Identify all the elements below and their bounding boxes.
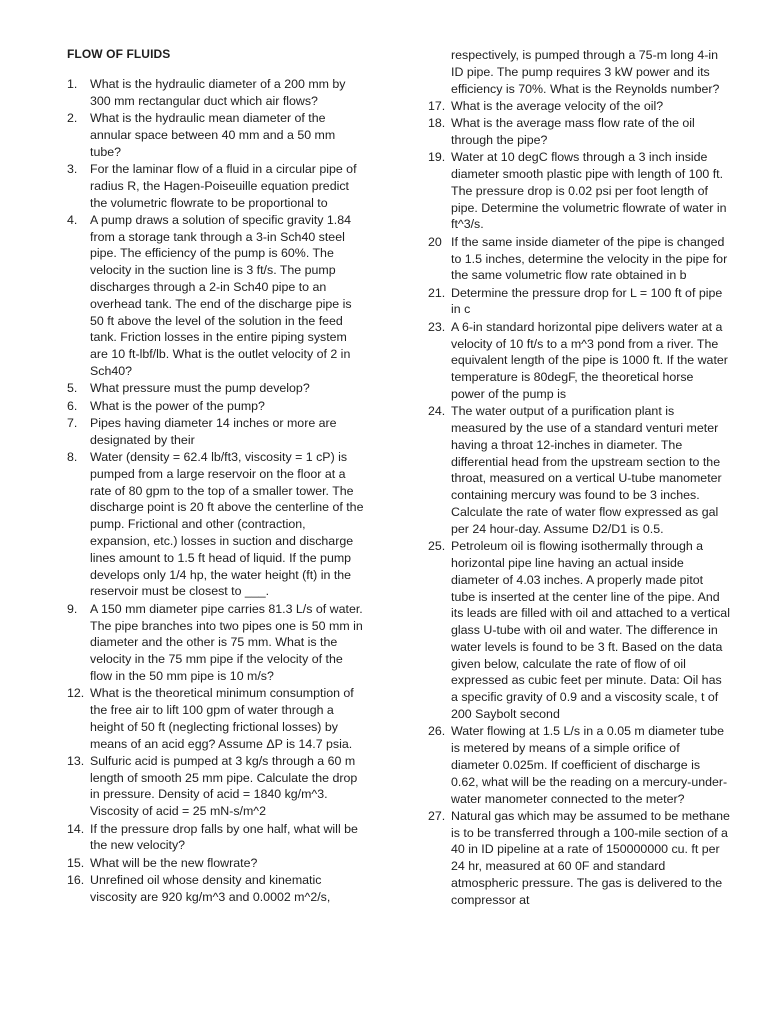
question-item — [67, 821, 367, 855]
question-text: What is the hydraulic diameter of a 200 mm by 300 mm rectangular duct which air flows? — [90, 77, 346, 108]
question-number: 23. — [428, 319, 446, 334]
question-text: What is the theoretical minimum consumption of the free air to lift 100 gpm of water through a height of 50 ft (neglecting frictional losses) by means of an acid egg? Assume ΔP is 14.7 psia. — [90, 686, 354, 751]
question-text: What pressure must the pump develop? — [90, 381, 310, 396]
question-number: 8. — [67, 450, 78, 465]
question-text: Water flowing at 1.5 L/s in a 0.05 m diameter tube is metered by means of a simple orifice of diameter 0.025m. If coefficient of discharge is 0.62, what will be the reading on a mercury-under-water manometer connected to the meter? — [451, 724, 728, 806]
question-item — [428, 319, 730, 403]
question-text: What is the power of the pump? — [90, 398, 265, 413]
right-column — [428, 47, 730, 909]
question-text: Water (density = 62.4 lb/ft3, viscosity = 1 cP) is pumped from a large reservoir on the floor at a rate of 80 gpm to the top of a smaller tower. The discharge point is 20 ft above the centerline of the pump. Frictional and other (contraction, expansion, etc.) losses in suction and discharge lines amount to 1.5 ft head of liquid. If the pump develops only 1/4 hp, the water height (ft) in the reservoir must be closest to ___. — [90, 450, 364, 599]
page-title: FLOW OF FLUIDS — [67, 47, 171, 61]
question-item — [67, 449, 367, 600]
question-item — [67, 212, 367, 380]
question-text: The water output of a purification plant is measured by the use of a standard venturi meter having a throat 12-inches in diameter. The differential head from the upstream section to the throat, measured on a vertical U-tube manometer containing mercury was found to be 3 inches. Calculate the rate of water flow expressed as gal per 24 hour-day. Assume D2/D1 is 0.5. — [451, 404, 722, 536]
question-item — [67, 380, 367, 397]
question-number: 5. — [67, 381, 78, 396]
question-text: A 6-in standard horizontal pipe delivers water at a velocity of 10 ft/s to a m^3 pond from a river. The equivalent length of the pipe is 1000 ft. If the water temperature is 80degF, the theoretical horse power of the pump is — [451, 319, 728, 401]
question-item — [428, 808, 730, 909]
question-number: 14. — [67, 821, 85, 836]
question-number: 17. — [428, 98, 446, 113]
question-text: A pump draws a solution of specific gravity 1.84 from a storage tank through a 3-in Sch40 steel pipe. The efficiency of the pump is 60%. The velocity in the suction line is 3 ft/s. The pump discharges through a 2-in Sch40 pipe to an overhead tank. The end of the discharge pipe is 50 ft above the level of the solution in the feed tank. Friction losses in the entire piping system are 10 ft-lbf/lb. What is the outlet velocity of 2 in Sch40? — [90, 212, 352, 379]
question-text: Determine the pressure drop for L = 100 ft of pipe in c — [451, 285, 723, 317]
question-item — [67, 161, 367, 211]
question-text: If the same inside diameter of the pipe is changed to 1.5 inches, determine the velocity in the pipe for the same volumetric flow rate obtained in b — [451, 234, 728, 283]
question-item — [67, 753, 367, 820]
question-text: What is the average mass flow rate of the oil through the pipe? — [451, 116, 695, 147]
question-item — [428, 403, 730, 537]
question-number: 6. — [67, 398, 78, 413]
question-number: 20 — [428, 234, 442, 249]
question-item — [67, 398, 367, 415]
question-number: 25. — [428, 539, 446, 554]
question-item — [67, 76, 367, 110]
question-number: 27. — [428, 808, 446, 823]
question-item — [67, 110, 367, 160]
question-text: A 150 mm diameter pipe carries 81.3 L/s of water. The pipe branches into two pipes one is 50 mm in diameter and the other is 75 mm. What is the velocity in the 75 mm pipe if the velocity of the flow in the 50 mm pipe is 10 m/s? — [90, 601, 363, 683]
question-number: 2. — [67, 111, 78, 126]
question-item — [428, 115, 730, 149]
question-item — [67, 685, 367, 752]
question-number: 7. — [67, 415, 78, 430]
question-item — [67, 855, 367, 872]
question-number: 1. — [67, 77, 78, 91]
question-number: 12. — [67, 686, 85, 701]
question-item — [428, 98, 730, 115]
question-item — [67, 872, 367, 906]
question-text: What will be the new flowrate? — [90, 855, 258, 870]
question-text: Petroleum oil is flowing isothermally through a horizontal pipe line having an actual inside diameter of 4.03 inches. A properly made pitot tube is inserted at the center line of the pipe. And its leads are filled with oil and attached to a vertical glass U-tube with oil and water. The difference in water levels is found to be 3 ft. Based on the data given below, calculate the rate of flow of oil expressed as cubic feet per minute. Data: Oil has a specific gravity of 0.9 and a viscosity scale, t of 200 Saybolt second — [451, 539, 730, 722]
question-text: Pipes having diameter 14 inches or more are designated by their — [90, 415, 337, 447]
question-list-right — [428, 98, 730, 909]
question-item — [428, 723, 730, 807]
question-text: What is the average velocity of the oil? — [451, 98, 664, 113]
question-item — [428, 538, 730, 723]
question-text: What is the hydraulic mean diameter of the annular space between 40 mm and a 50 mm tube? — [90, 111, 336, 159]
left-column — [67, 46, 367, 906]
question-item — [428, 285, 730, 319]
question-item — [428, 234, 730, 284]
question-text: Unrefined oil whose density and kinematic viscosity are 920 kg/m^3 and 0.0002 m^2/s, — [90, 872, 331, 904]
question-text: Natural gas which may be assumed to be methane is to be transferred through a 100-mile section of a 40 in ID pipeline at a rate of 150000000 cu. ft per 24 hr, measured at 60 0F and standard atmospheric pressure. The gas is delivered to the compressor at — [451, 808, 730, 907]
question-number: 16. — [67, 872, 85, 887]
question-list-left — [67, 76, 367, 906]
question-text: If the pressure drop falls by one half, what will be the new velocity? — [90, 821, 358, 853]
question-text: For the laminar flow of a fluid in a circular pipe of radius R, the Hagen-Poiseuille equation predict the volumetric flowrate to be proportional to — [90, 161, 357, 210]
question-text: Water at 10 degC flows through a 3 inch inside diameter smooth plastic pipe with length of 100 ft. The pressure drop is 0.02 psi per foot length of pipe. Determine the volumetric flowrate of water in ft^3/s. — [451, 150, 727, 232]
question-number: 3. — [67, 161, 78, 176]
question-item — [428, 149, 730, 233]
question-number: 19. — [428, 150, 446, 165]
question-number: 21. — [428, 285, 446, 300]
question-number: 26. — [428, 724, 446, 739]
question-number: 4. — [67, 212, 78, 227]
question-item — [67, 601, 367, 685]
question-number: 15. — [67, 855, 85, 870]
question-number: 13. — [67, 753, 85, 768]
question-number: 24. — [428, 404, 446, 419]
question-number: 18. — [428, 116, 446, 131]
question-number: 9. — [67, 601, 78, 616]
question-continuation: respectively, is pumped through a 75-m long 4-in ID pipe. The pump requires 3 kW power and its efficiency is 70%. What is the Reynolds number? — [451, 48, 720, 96]
question-text: Sulfuric acid is pumped at 3 kg/s through a 60 m length of smooth 25 mm pipe. Calculate the drop in pressure. Density of acid = 1840 kg/m^3. Viscosity of acid = 25 mN-s/m^2 — [90, 753, 358, 819]
question-item — [67, 415, 367, 449]
